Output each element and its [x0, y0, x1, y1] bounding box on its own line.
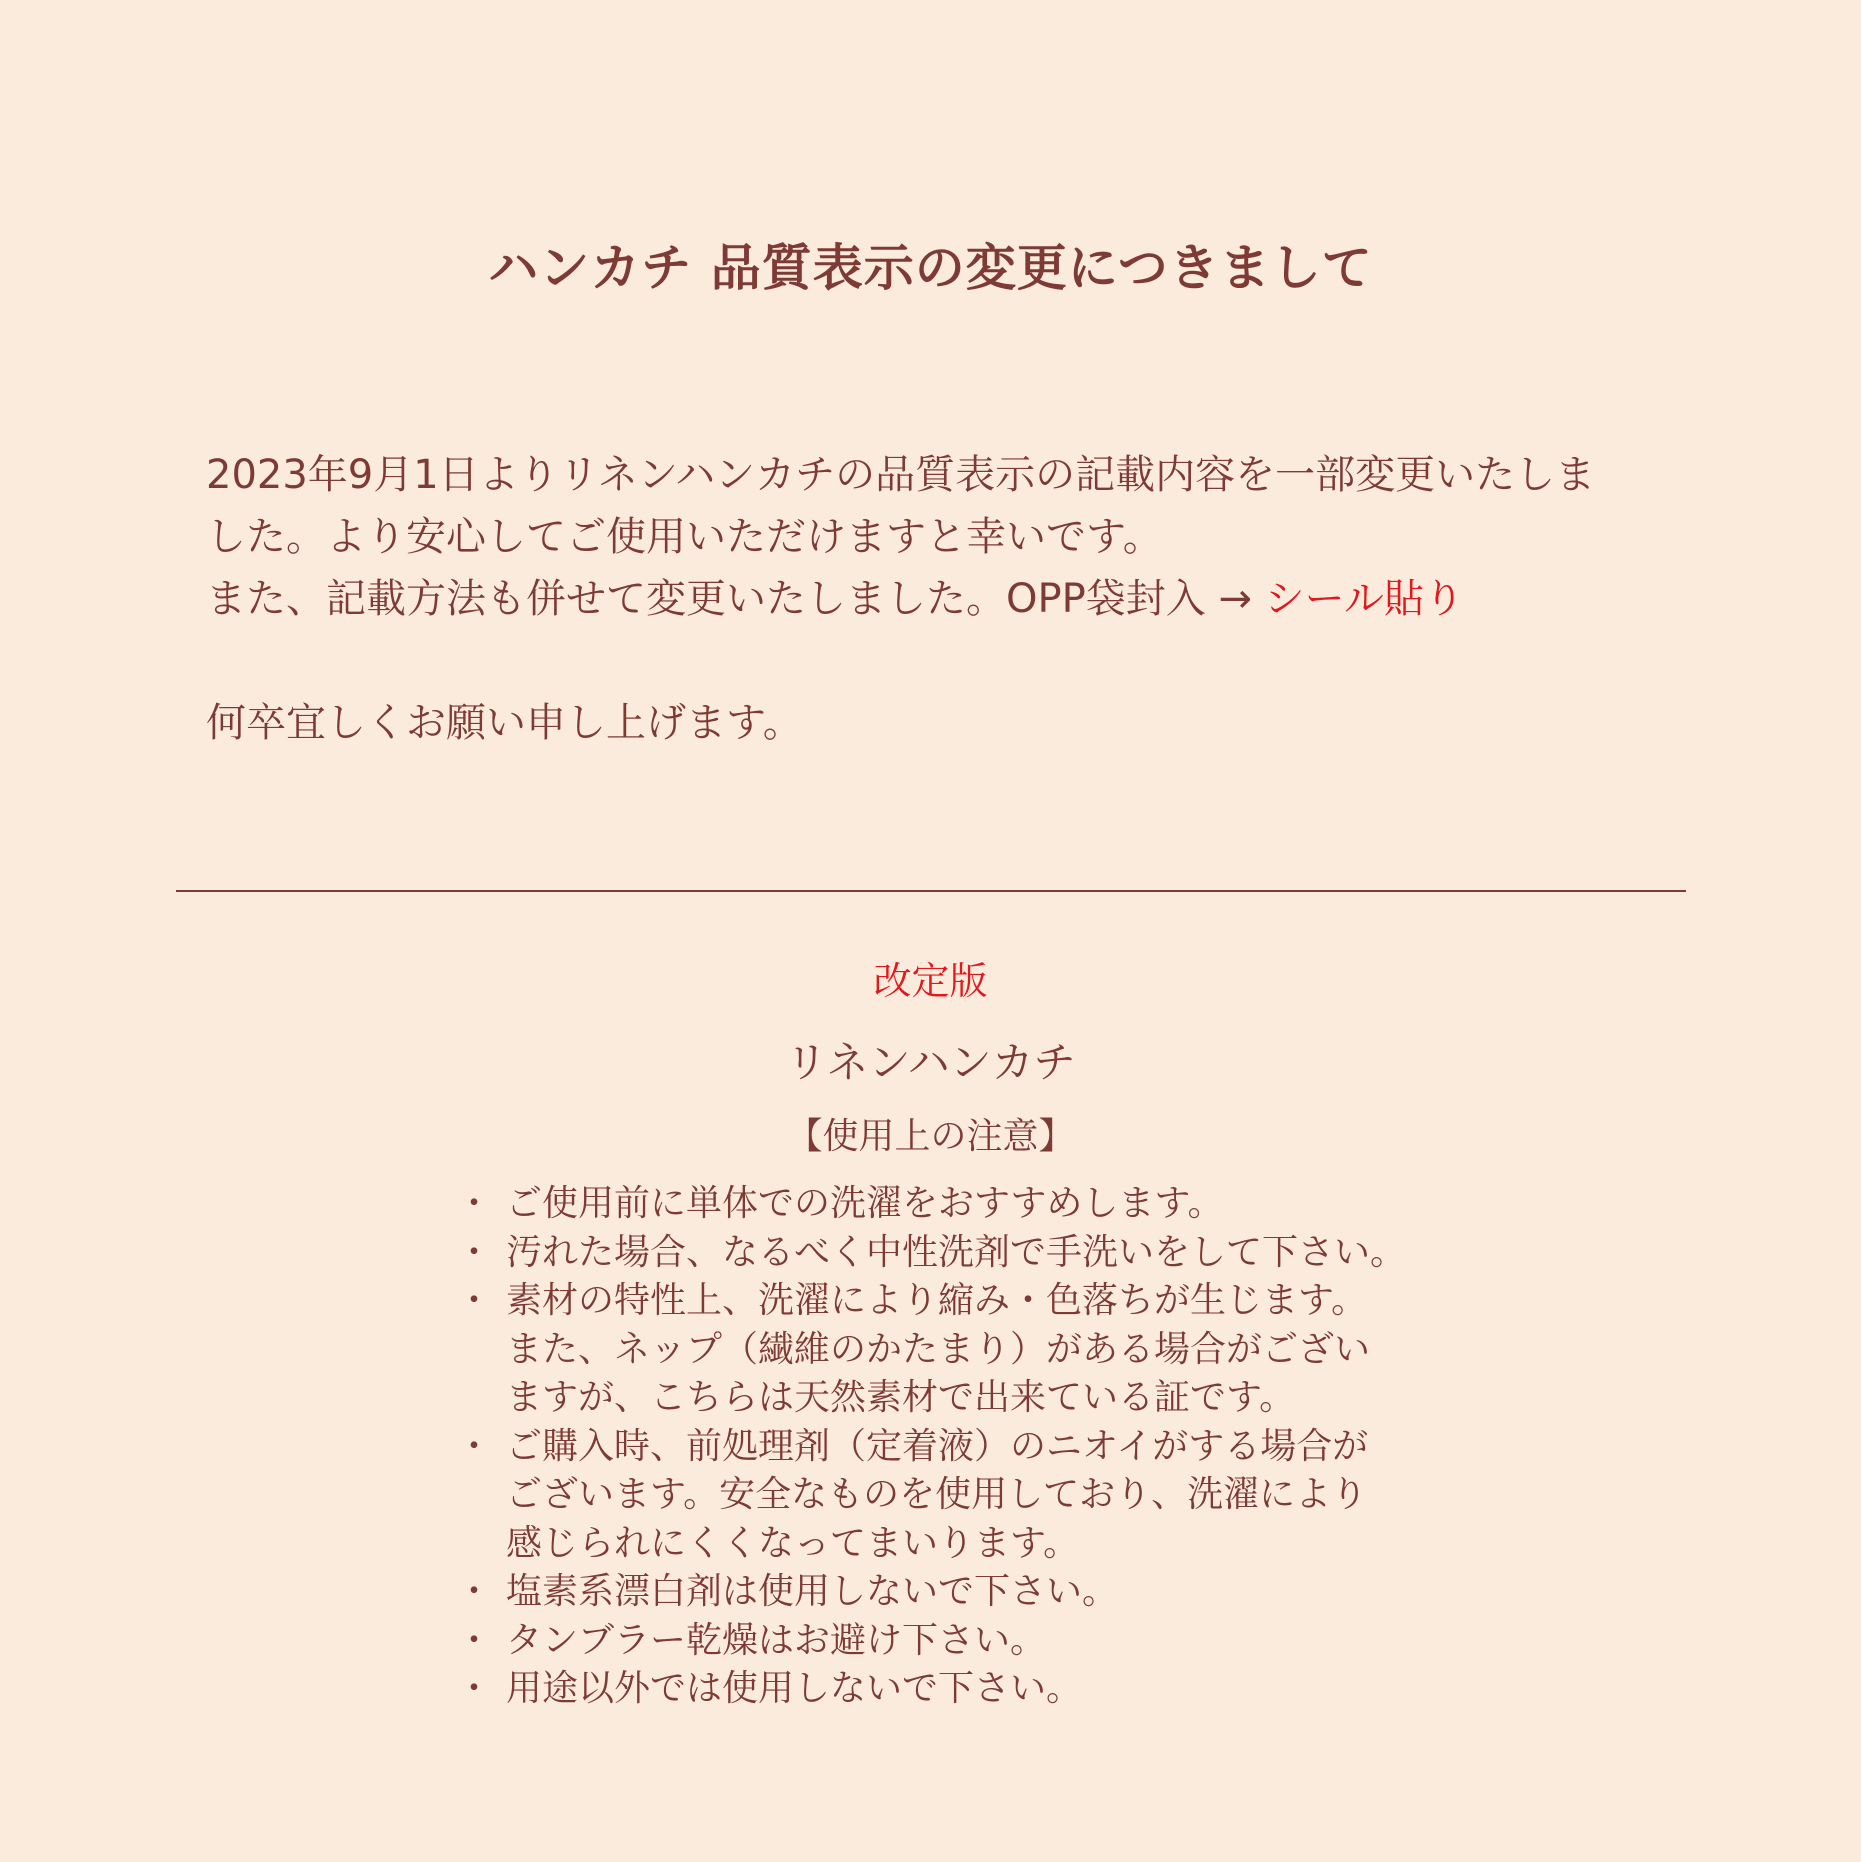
- caution-item-text: [506, 1423, 1416, 1569]
- usage-notice-heading: 【使用上の注意】: [786, 1116, 1075, 1157]
- bullet-marker: ・: [456, 1619, 493, 1661]
- caution-item-line: 感じられにくくなってまいります。: [506, 1522, 1080, 1564]
- product-name: リネンハンカチ: [785, 1038, 1076, 1087]
- paragraph-gap: [206, 630, 1686, 692]
- caution-list: [456, 1180, 1416, 1714]
- caution-item: [456, 1568, 1416, 1617]
- bullet-marker: ・: [456, 1425, 493, 1467]
- caution-item: [456, 1665, 1416, 1714]
- caution-item-line: 用途以外では使用しないで下さい。: [506, 1668, 1083, 1709]
- caution-item-text: [506, 1617, 1416, 1666]
- revised-badge: 改定版: [873, 959, 988, 1003]
- caution-item-line: ますが、こちらは天然素材で出来ている証です。: [506, 1377, 1296, 1418]
- caution-item-line: ご使用前に単体での洗濯をおすすめします。: [506, 1183, 1224, 1224]
- caution-item-line: また、ネップ（繊維のかたまり）がある場合がござい: [506, 1328, 1371, 1370]
- intro-line-3-text: また、記載方法も併せて変更いたしました。OPP袋封入 →: [206, 576, 1265, 622]
- caution-item: [456, 1423, 1416, 1569]
- seal-label-highlight: シール貼り: [1264, 576, 1464, 622]
- bullet-marker: ・: [456, 1280, 493, 1321]
- caution-item-line: 素材の特性上、洗濯により縮み・色落ちが生じます。: [506, 1280, 1368, 1321]
- caution-item: [456, 1229, 1416, 1278]
- bullet-marker: ・: [456, 1231, 493, 1273]
- bullet-marker: ・: [456, 1571, 493, 1612]
- bullet-marker: ・: [456, 1183, 493, 1224]
- caution-item-line: 汚れた場合、なるべく中性洗剤で手洗いをして下さい。: [506, 1231, 1407, 1273]
- page-title: ハンカチ 品質表示の変更につきまして: [488, 239, 1373, 297]
- caution-item-line: 塩素系漂白剤は使用しないで下さい。: [506, 1571, 1119, 1612]
- caution-item-line: タンブラー乾燥はお避け下さい。: [506, 1619, 1047, 1661]
- intro-section: [206, 444, 1686, 754]
- intro-line-2: した。より安心してご使用いただけますと幸いです。: [206, 514, 1163, 560]
- caution-item: [456, 1277, 1416, 1423]
- caution-item-line: ご購入時、前処理剤（定着液）のニオイがする場合が: [506, 1425, 1369, 1467]
- caution-item-text: [506, 1568, 1416, 1617]
- section-divider: [176, 890, 1686, 892]
- caution-item-text: [506, 1180, 1416, 1229]
- caution-item: [456, 1180, 1416, 1229]
- caution-item-text: [506, 1277, 1416, 1423]
- intro-line-1: 2023年9月1日よりリネンハンカチの品質表示の記載内容を一部変更いたしま: [206, 452, 1596, 498]
- closing-line: 何卒宜しくお願い申し上げます。: [206, 700, 803, 746]
- intro-line-3: [206, 568, 1686, 630]
- bullet-marker: ・: [456, 1668, 493, 1709]
- caution-item-text: [506, 1665, 1416, 1714]
- caution-item: [456, 1617, 1416, 1666]
- caution-item-text: [506, 1229, 1416, 1278]
- caution-item-line: ございます。安全なものを使用しており、洗濯により: [506, 1474, 1368, 1515]
